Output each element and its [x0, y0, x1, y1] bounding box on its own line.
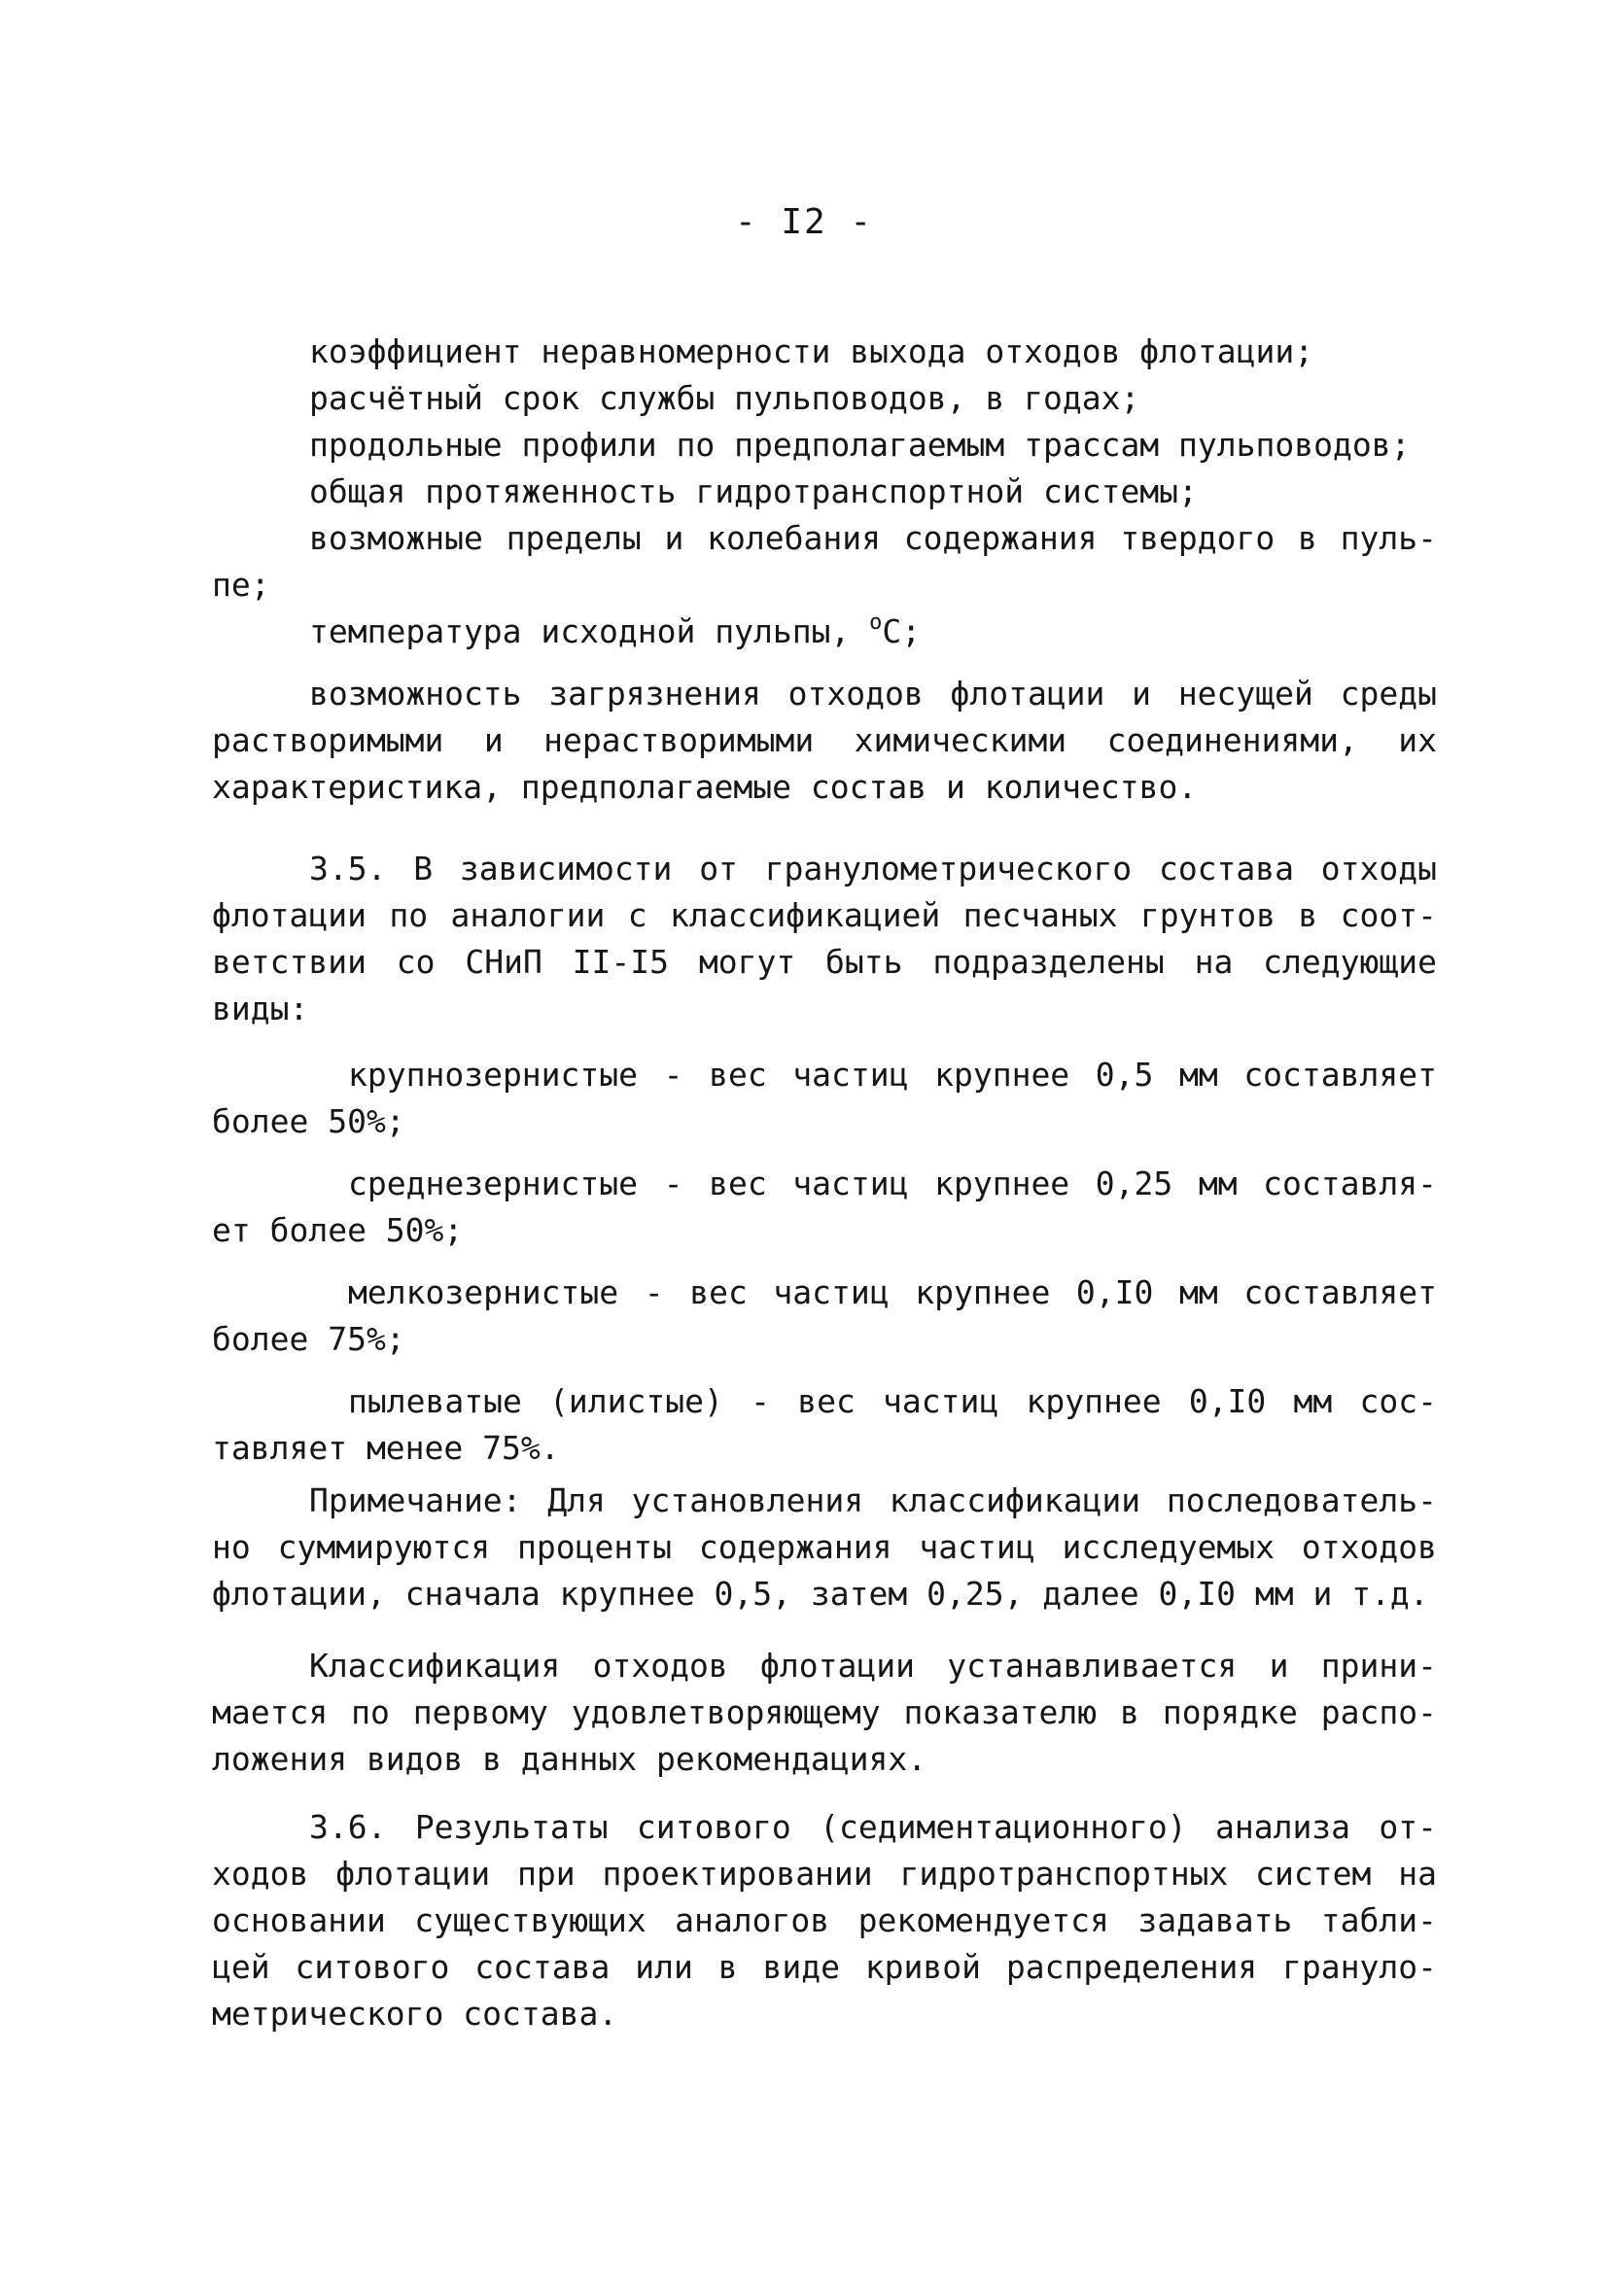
type-coarse-continuation: более 50%; [212, 1102, 405, 1140]
paragraph-line: виды: [212, 990, 309, 1027]
list-item: общая протяженность гидротранспортной системы; [309, 472, 1198, 510]
paragraph-line: флотации, сначала крупнее 0,5, затем 0,25, далее 0,I0 мм и т.д. [212, 1575, 1429, 1613]
temperature-label: температура исходной пульпы, [309, 612, 870, 650]
paragraph-line: 3.6. Результаты ситового (седиментационного) анализа от- [309, 1808, 1437, 1846]
paragraph-line: но суммируются проценты содержания частиц исследуемых отходов [212, 1528, 1437, 1566]
fraction-types-list [212, 1052, 1437, 1472]
paragraph-line: метрического состава. [212, 1995, 618, 2033]
list-item: продольные профили по предполагаемым трассам пульповодов; [309, 426, 1411, 464]
section-3-6 [212, 1804, 1437, 2037]
paragraph-line: ложения видов в данных рекомендациях. [212, 1740, 927, 1778]
list-item: возможность загрязнения отходов флотации и несущей среды [309, 675, 1437, 713]
section-3-5 [212, 846, 1437, 1032]
list-item: коэффициент неравномерности выхода отходов флотации; [309, 332, 1314, 370]
paragraph-line: основании существующих аналогов рекомендуется задавать табли- [212, 1901, 1437, 1939]
list-item: расчётный срок службы пульповодов, в годах; [309, 379, 1140, 417]
list-item-temperature [212, 609, 1437, 655]
type-coarse: крупнозернистые - вес частиц крупнее 0,5 мм составляет [348, 1056, 1437, 1094]
list-item-continuation: пе; [212, 566, 270, 604]
type-medium-continuation: ет более 50%; [212, 1211, 464, 1249]
paragraph-line: ходов флотации при проектировании гидротранспортных систем на [212, 1855, 1437, 1893]
paragraph-line: мается по первому удовлетворяющему показателю в порядке распо- [212, 1693, 1437, 1731]
paragraph-line: ветствии со СНиП II-I5 могут быть подразделены на следующие [212, 943, 1437, 981]
list-item: возможные пределы и колебания содержания твердого в пуль- [309, 519, 1437, 557]
note-paragraph [212, 1478, 1437, 1618]
paragraph-line: Классификация отходов флотации устанавливается и прини- [309, 1647, 1437, 1685]
paragraph-line: 3.5. В зависимости от гранулометрического состава отходы [309, 850, 1437, 887]
temperature-unit: С; [882, 612, 922, 650]
type-fine: мелкозернистые - вес частиц крупнее 0,I0 мм составляет [348, 1273, 1437, 1311]
list-item-continuation: характеристика, предполагаемые состав и количество. [212, 768, 1198, 806]
requirements-list [212, 329, 1437, 811]
type-silty-continuation: тавляет менее 75%. [212, 1429, 560, 1467]
paragraph-line: Примечание: Для установления классификации последователь- [309, 1481, 1437, 1519]
paragraph-line: флотации по аналогии с классификацией песчаных грунтов в соот- [212, 896, 1437, 934]
paragraph-line: цей ситового состава или в виде кривой распределения грануло- [212, 1948, 1437, 1986]
classification-paragraph [212, 1643, 1437, 1783]
type-silty: пылеватые (илистые) - вес частиц крупнее 0,I0 мм сос- [348, 1382, 1437, 1420]
list-item-continuation: растворимыми и нерастворимыми химическими соединениями, их [212, 721, 1437, 759]
page-number: - I2 - [734, 202, 874, 242]
degree-sign: о [869, 610, 883, 635]
type-medium: среднезернистые - вес частиц крупнее 0,25 мм составля- [348, 1165, 1437, 1202]
type-fine-continuation: более 75%; [212, 1320, 405, 1358]
